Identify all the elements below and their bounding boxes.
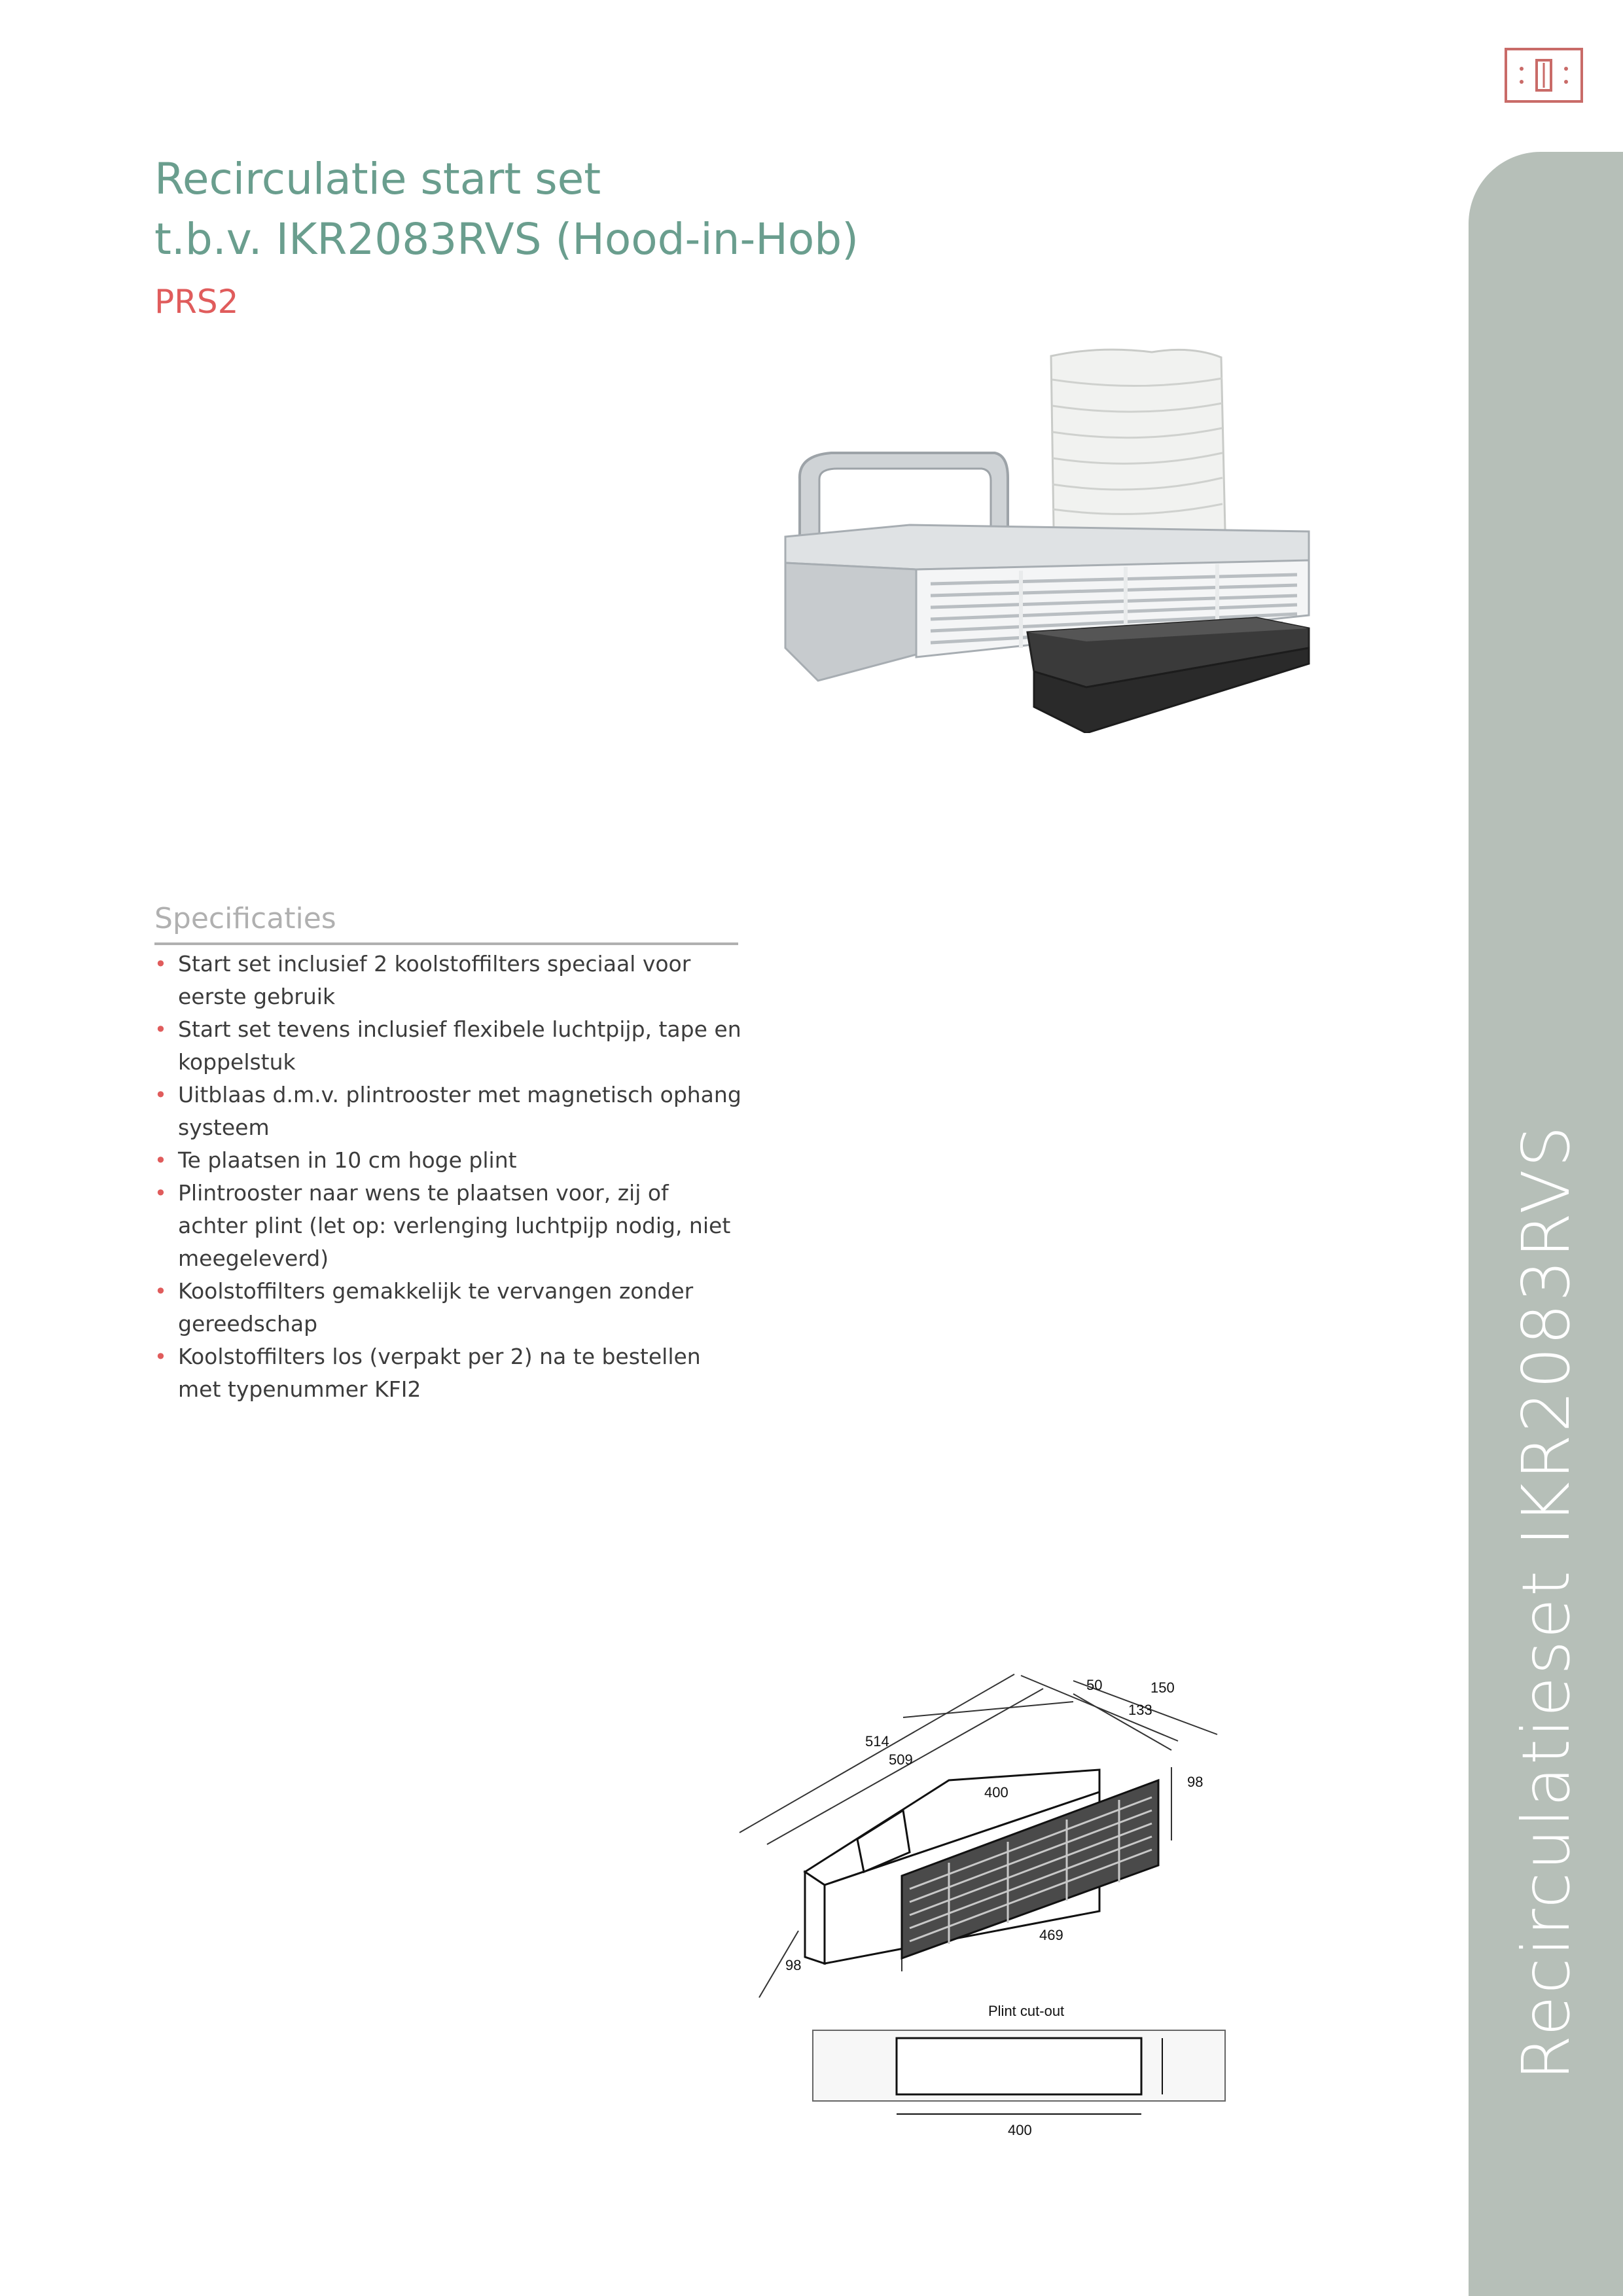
dim-400-bottom: 400 xyxy=(1008,2122,1032,2138)
spec-item: • Start set inclusief 2 koolstoffilters speciaal voor eerste gebruik xyxy=(154,948,743,1013)
dim-400-top: 400 xyxy=(984,1784,1008,1801)
specifications-heading: Specificaties xyxy=(154,902,738,945)
spec-item: • Te plaatsen in 10 cm hoge plint xyxy=(154,1144,743,1177)
dim-469: 469 xyxy=(1039,1927,1063,1943)
spec-item: • Uitblaas d.m.v. plintrooster met magnetisch ophang systeem xyxy=(154,1079,743,1144)
dim-133: 133 xyxy=(1128,1702,1152,1718)
specifications-list xyxy=(154,948,743,1406)
dim-98-right: 98 xyxy=(1187,1774,1204,1790)
technical-drawing xyxy=(720,1662,1243,2140)
brand-logo-icon xyxy=(1504,47,1584,103)
dim-509: 509 xyxy=(889,1751,913,1768)
page-title xyxy=(154,149,1136,270)
title-line-2: t.b.v. IKR2083RVS (Hood-in-Hob) xyxy=(154,214,859,264)
product-code: PRS2 xyxy=(154,283,239,321)
cutout-label: Plint cut-out xyxy=(988,2003,1065,2019)
spec-item: • Plintrooster naar wens te plaatsen voor, zij of achter plint (let op: verlenging luchtpijp nodig, niet meegeleverd) xyxy=(154,1177,743,1275)
spec-item: • Koolstoffilters los (verpakt per 2) na te bestellen met typenummer KFI2 xyxy=(154,1340,743,1406)
dim-98-left: 98 xyxy=(785,1957,802,1973)
sidebar-vertical-title: Recirculatieset IKR2083RVS xyxy=(1507,1124,1584,2081)
spec-item: • Koolstoffilters gemakkelijk te vervangen zonder gereedschap xyxy=(154,1275,743,1340)
title-line-1: Recirculatie start set xyxy=(154,154,601,204)
dim-514: 514 xyxy=(865,1733,889,1749)
product-photo xyxy=(759,340,1322,733)
dim-150: 150 xyxy=(1150,1679,1175,1696)
spec-item: • Start set tevens inclusief flexibele luchtpijp, tape en koppelstuk xyxy=(154,1013,743,1079)
dim-50: 50 xyxy=(1086,1677,1103,1693)
